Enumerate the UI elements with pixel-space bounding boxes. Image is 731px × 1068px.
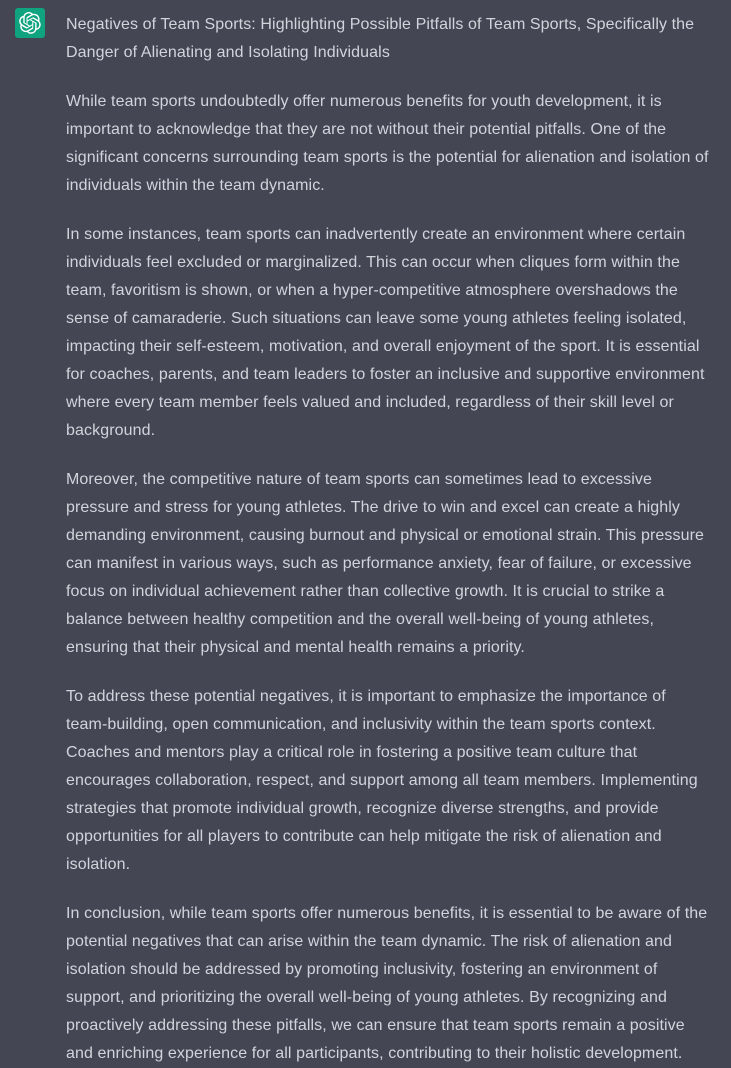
message-paragraph: In some instances, team sports can inadvertently create an environment where certain individuals feel excluded or marginalized. This can occur when cliques form within the team, favoritism is shown, or when a hyper-competitive atmosphere overshadows the sense of camaraderie. Such situations can leave some young athletes feeling isolated, impacting their self-esteem, motivation, and overall enjoyment of the sport. It is essential for coaches, parents, and team leaders to foster an inclusive and supportive environment where every team member feels valued and included, regardless of their skill level or background.	[66, 226, 705, 439]
chatgpt-logo-icon	[19, 12, 41, 34]
message-paragraph: Moreover, the competitive nature of team sports can sometimes lead to excessive pressure and stress for young athletes. The drive to win and excel can create a highly demanding environment, causing burnout and physical or emotional strain. This pressure can manifest in various ways, such as performance anxiety, fear of failure, or excessive focus on individual achievement rather than collective growth. It is crucial to strike a balance between healthy competition and the overall well-being of young athletes, ensuring that their physical and mental health remains a priority.	[66, 471, 704, 656]
message-paragraph: To address these potential negatives, it is important to emphasize the importance of team-building, open communication, and inclusivity within the team sports context. Coaches and mentors play a critical role in fostering a positive team culture that encourages collaboration, respect, and support among all team members. Implementing strategies that promote individual growth, recognize diverse strengths, and provide opportunities for all players to contribute can help mitigate the risk of alienation and isolation.	[66, 688, 698, 873]
message-paragraph: In conclusion, while team sports offer numerous benefits, it is essential to be aware of the potential negatives that can arise within the team dynamic. The risk of alienation and isolation should be addressed by promoting inclusivity, fostering an environment of support, and prioritizing the overall well-being of young athletes. By recognizing and proactively addressing these pitfalls, we can ensure that team sports remain a positive and enriching experience for all participants, contributing to their holistic development.	[66, 905, 708, 1062]
assistant-avatar	[15, 8, 45, 38]
message-title: Negatives of Team Sports: Highlighting Possible Pitfalls of Team Sports, Specifically the Danger of Alienating and Isolating Individuals	[66, 16, 695, 61]
message-content	[66, 8, 710, 1068]
message-paragraph: While team sports undoubtedly offer numerous benefits for youth development, it is important to acknowledge that they are not without their potential pitfalls. One of the significant concerns surrounding team sports is the potential for alienation and isolation of individuals within the team dynamic.	[66, 93, 709, 194]
message-paragraphs	[66, 88, 710, 1068]
